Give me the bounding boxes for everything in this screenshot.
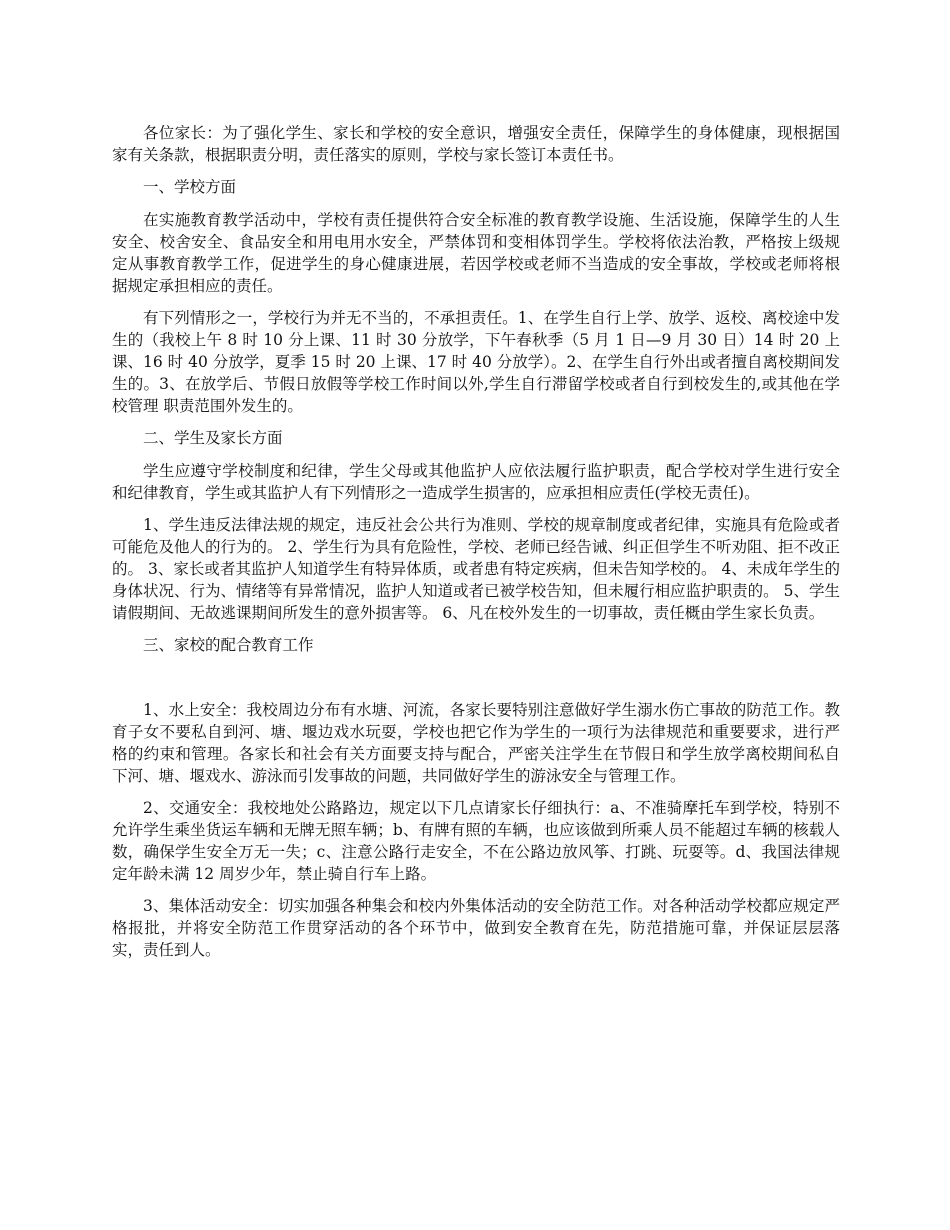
parents-cases-paragraph: 1、学生违反法律法规的规定，违反社会公共行为准则、学校的规章制度或者纪律，实施具有危险或者可能危及他人的行为的。 2、学生行为具有危险性，学校、老师已经告诫、纠正但学生不听劝阻、拒不改正的。 3、家长或者其监护人知道学生有特异体质，或者患有特定疾病，但未告知学校的。 4、未成年学生的身体状况、行为、情绪等有异常情况，监护人知道或者已被学校告知，但未履行相应监护职责的。 5、学生请假期间、无故逃课期间所发生的意外损害等。 6、凡在校外发生的一切事故，责任概由学生家长负责。: [112, 516, 840, 622]
section-heading-school: 一、学校方面: [143, 178, 237, 196]
section-heading-parents: 二、学生及家长方面: [143, 429, 283, 447]
school-duty-paragraph: 在实施教育教学活动中，学校有责任提供符合安全标准的教育教学设施、生活设施，保障学生的人生安全、校舍安全、食品安全和用电用水安全，严禁体罚和变相体罚学生。学校将依法治教，严格按上级规定从事教育教学工作，促进学生的身心健康进展，若因学校或老师不当造成的安全事故，学校或老师将根据规定承担相应的责任。: [112, 211, 840, 295]
parents-duty-paragraph: 学生应遵守学校制度和纪律，学生父母或其他监护人应依法履行监护职责，配合学校对学生进行安全和纪律教育，学生或其监护人有下列情形之一造成学生损害的，应承担相应责任(学校无责任)。: [112, 462, 840, 502]
document-page: [112, 122, 840, 971]
water-safety-paragraph: 1、水上安全：我校周边分布有水塘、河流，各家长要特别注意做好学生溺水伤亡事故的防范工作。教育子女不要私自到河、塘、堰边戏水玩耍，学校也把它作为学生的一项行为法律规范和重要要求，进行严格的约束和管理。各家长和社会有关方面要支持与配合，严密关注学生在节假日和学生放学离校期间私自下河、塘、堰戏水、游泳而引发事故的问题，共同做好学生的游泳安全与管理工作。: [112, 701, 840, 785]
school-exemption-paragraph: 有下列情形之一，学校行为并无不当的，不承担责任。1、在学生自行上学、放学、返校、离校途中发生的（我校上午 8 时 10 分上课、11 时 30 分放学，下午春秋季（5 月 1 日—9 月 30 日）14 时 20 上课、16 时 40 分放学，夏季 15 时 20 上课、17 时 40 分放学）。2、在学生自行外出或者擅自离校期间发生的。3、在放学后、节假日放假等学校工作时间以外,学生自行滞留学校或者自行到校发生的,或其他在学校管理 职责范围外发生的。: [112, 309, 840, 415]
section-spacer: [112, 667, 840, 699]
traffic-safety-paragraph: 2、交通安全：我校地处公路路边，规定以下几点请家长仔细执行：a、不准骑摩托车到学校，特别不允许学生乘坐货运车辆和无牌无照车辆；b、有牌有照的车辆，也应该做到所乘人员不能超过车辆的核载人数，确保学生安全万无一失；c、注意公路行走安全，不在公路边放风筝、打跳、玩耍等。d、我国法律规定年龄未满 12 周岁少年，禁止骑自行车上路。: [112, 799, 840, 883]
intro-paragraph: 各位家长：为了强化学生、家长和学校的安全意识，增强安全责任，保障学生的身体健康，现根据国家有关条款，根据职责分明，责任落实的原则，学校与家长签订本责任书。: [112, 124, 840, 164]
group-activity-safety-paragraph: 3、集体活动安全：切实加强各种集会和校内外集体活动的安全防范工作。对各种活动学校都应规定严格报批，并将安全防范工作贯穿活动的各个环节中，做到安全教育在先，防范措施可靠，并保证层层落实，责任到人。: [112, 897, 840, 959]
section-heading-cooperation: 三、家校的配合教育工作: [143, 636, 314, 654]
